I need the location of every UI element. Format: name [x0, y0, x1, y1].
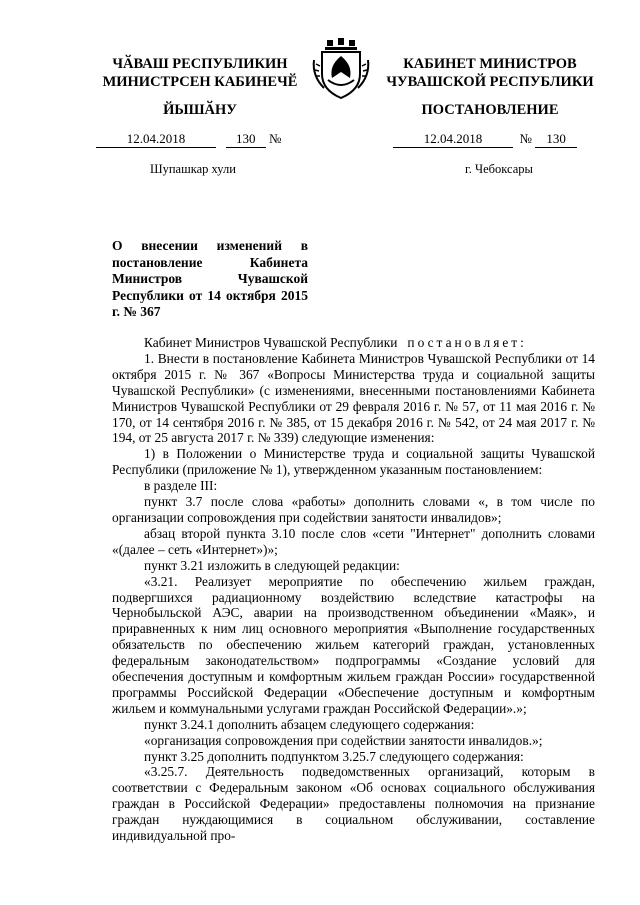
header-left-line2: МИНИСТРСЕН КАБИНЕЧӖ — [102, 74, 298, 90]
header-right-doc-type: ПОСТАНОВЛЕНИЕ — [421, 102, 559, 118]
date-right: 12.04.2018 — [393, 131, 513, 148]
header-left-line1: ЧӐВАШ РЕСПУБЛИКИН — [112, 56, 288, 72]
body-paragraph: абзац второй пункта 3.10 после слов «сети "Интернет" дополнить словами «(далее – сеть «Интернет»)»; — [112, 525, 595, 557]
body-paragraph: «организация сопровождения при содействии занятости инвалидов.»; — [144, 732, 543, 748]
body-paragraph: «3.21. Реализует мероприятие по обеспечению жильем граждан, подвергшихся радиационному воздействию вследствие катастрофы на Чернобыльской АЭС, аварии на производственном объединении «Маяк», и приравненных к ним лиц основного мероприятия «Выполнение государственных обязательств по обеспечению жильем категорий граждан, установленных федеральным законодательством» подпрограммы «Создание условий для обеспечения доступным и комфортным жильем граждан России» государственной программы Российской Федерации «Обеспечение доступным и комфортным жильем и коммунальными услугами граждан Российской Федерации».»; — [112, 573, 595, 716]
body-paragraph: пункт 3.7 после слова «работы» дополнить словами «, в том числе по организации сопровождения при содействии занятости инвалидов»; — [112, 494, 595, 525]
date-number-right — [393, 131, 577, 148]
chuvash-coat-of-arms-icon — [310, 38, 372, 102]
document-subject: О внесении изменений в постановление Кабинета Министров Чувашской Республики от 14 октября 2015 г. № 367 — [112, 238, 308, 319]
document-body — [112, 335, 595, 844]
header-right-org — [380, 55, 600, 91]
body-intro-verb: постановляет: — [407, 335, 527, 350]
header-right-line1: КАБИНЕТ МИНИСТРОВ — [403, 56, 577, 72]
body-paragraph: пункт 3.24.1 дополнить абзацем следующего содержания: — [144, 716, 475, 732]
number-sign-right: № — [519, 131, 532, 146]
place-right: г. Чебоксары — [465, 162, 533, 176]
place-left: Шупашкар хули — [150, 162, 236, 176]
body-intro-lead: Кабинет Министров Чувашской Республики — [144, 335, 398, 350]
body-paragraph: пункт 3.21 изложить в следующей редакции: — [144, 557, 400, 573]
header-left-org — [100, 55, 300, 91]
body-paragraph: «3.25.7. Деятельность подведомственных организаций, которым в соответствии с Федеральным законом «Об основах социального обслуживания граждан в Российской Федерации» предоставлены полномочия на признание граждан нуждающимися в социальном обслуживании, составление индивидуальной про- — [112, 764, 595, 844]
body-intro — [112, 335, 595, 351]
body-paragraph: пункт 3.25 дополнить подпунктом 3.25.7 следующего содержания: — [144, 748, 524, 764]
body-paragraph: 1. Внести в постановление Кабинета Министров Чувашской Республики от 14 октября 2015 г. № 367 «Вопросы Министерства труда и социальной защиты Чувашской Республики» (с изменениями, внесенными постановлениями Кабинета Министров Чувашской Республики от 29 февраля 2016 г. № 57, от 11 мая 2016 г. № 170, от 14 сентября 2016 г. № 385, от 15 декабря 2016 г. № 542, от 24 мая 2017 г. № 194, от 25 августа 2017 г. № 339) следующие изменения: — [112, 350, 595, 446]
body-paragraph: 1) в Положении о Министерстве труда и социальной защиты Чувашской Республики (приложение № 1), утвержденном указанным постановлением: — [112, 446, 595, 478]
header-right-line2: ЧУВАШСКОЙ РЕСПУБЛИКИ — [386, 74, 594, 90]
header-left-doc-type: ЙЫШӐНУ — [163, 102, 237, 118]
date-left: 12.04.2018 — [96, 131, 216, 148]
body-paragraph: в разделе III: — [144, 478, 218, 494]
date-number-left — [96, 131, 281, 148]
number-left: 130 — [226, 131, 266, 148]
number-sign-left: № — [269, 131, 282, 146]
number-right: 130 — [535, 131, 577, 148]
